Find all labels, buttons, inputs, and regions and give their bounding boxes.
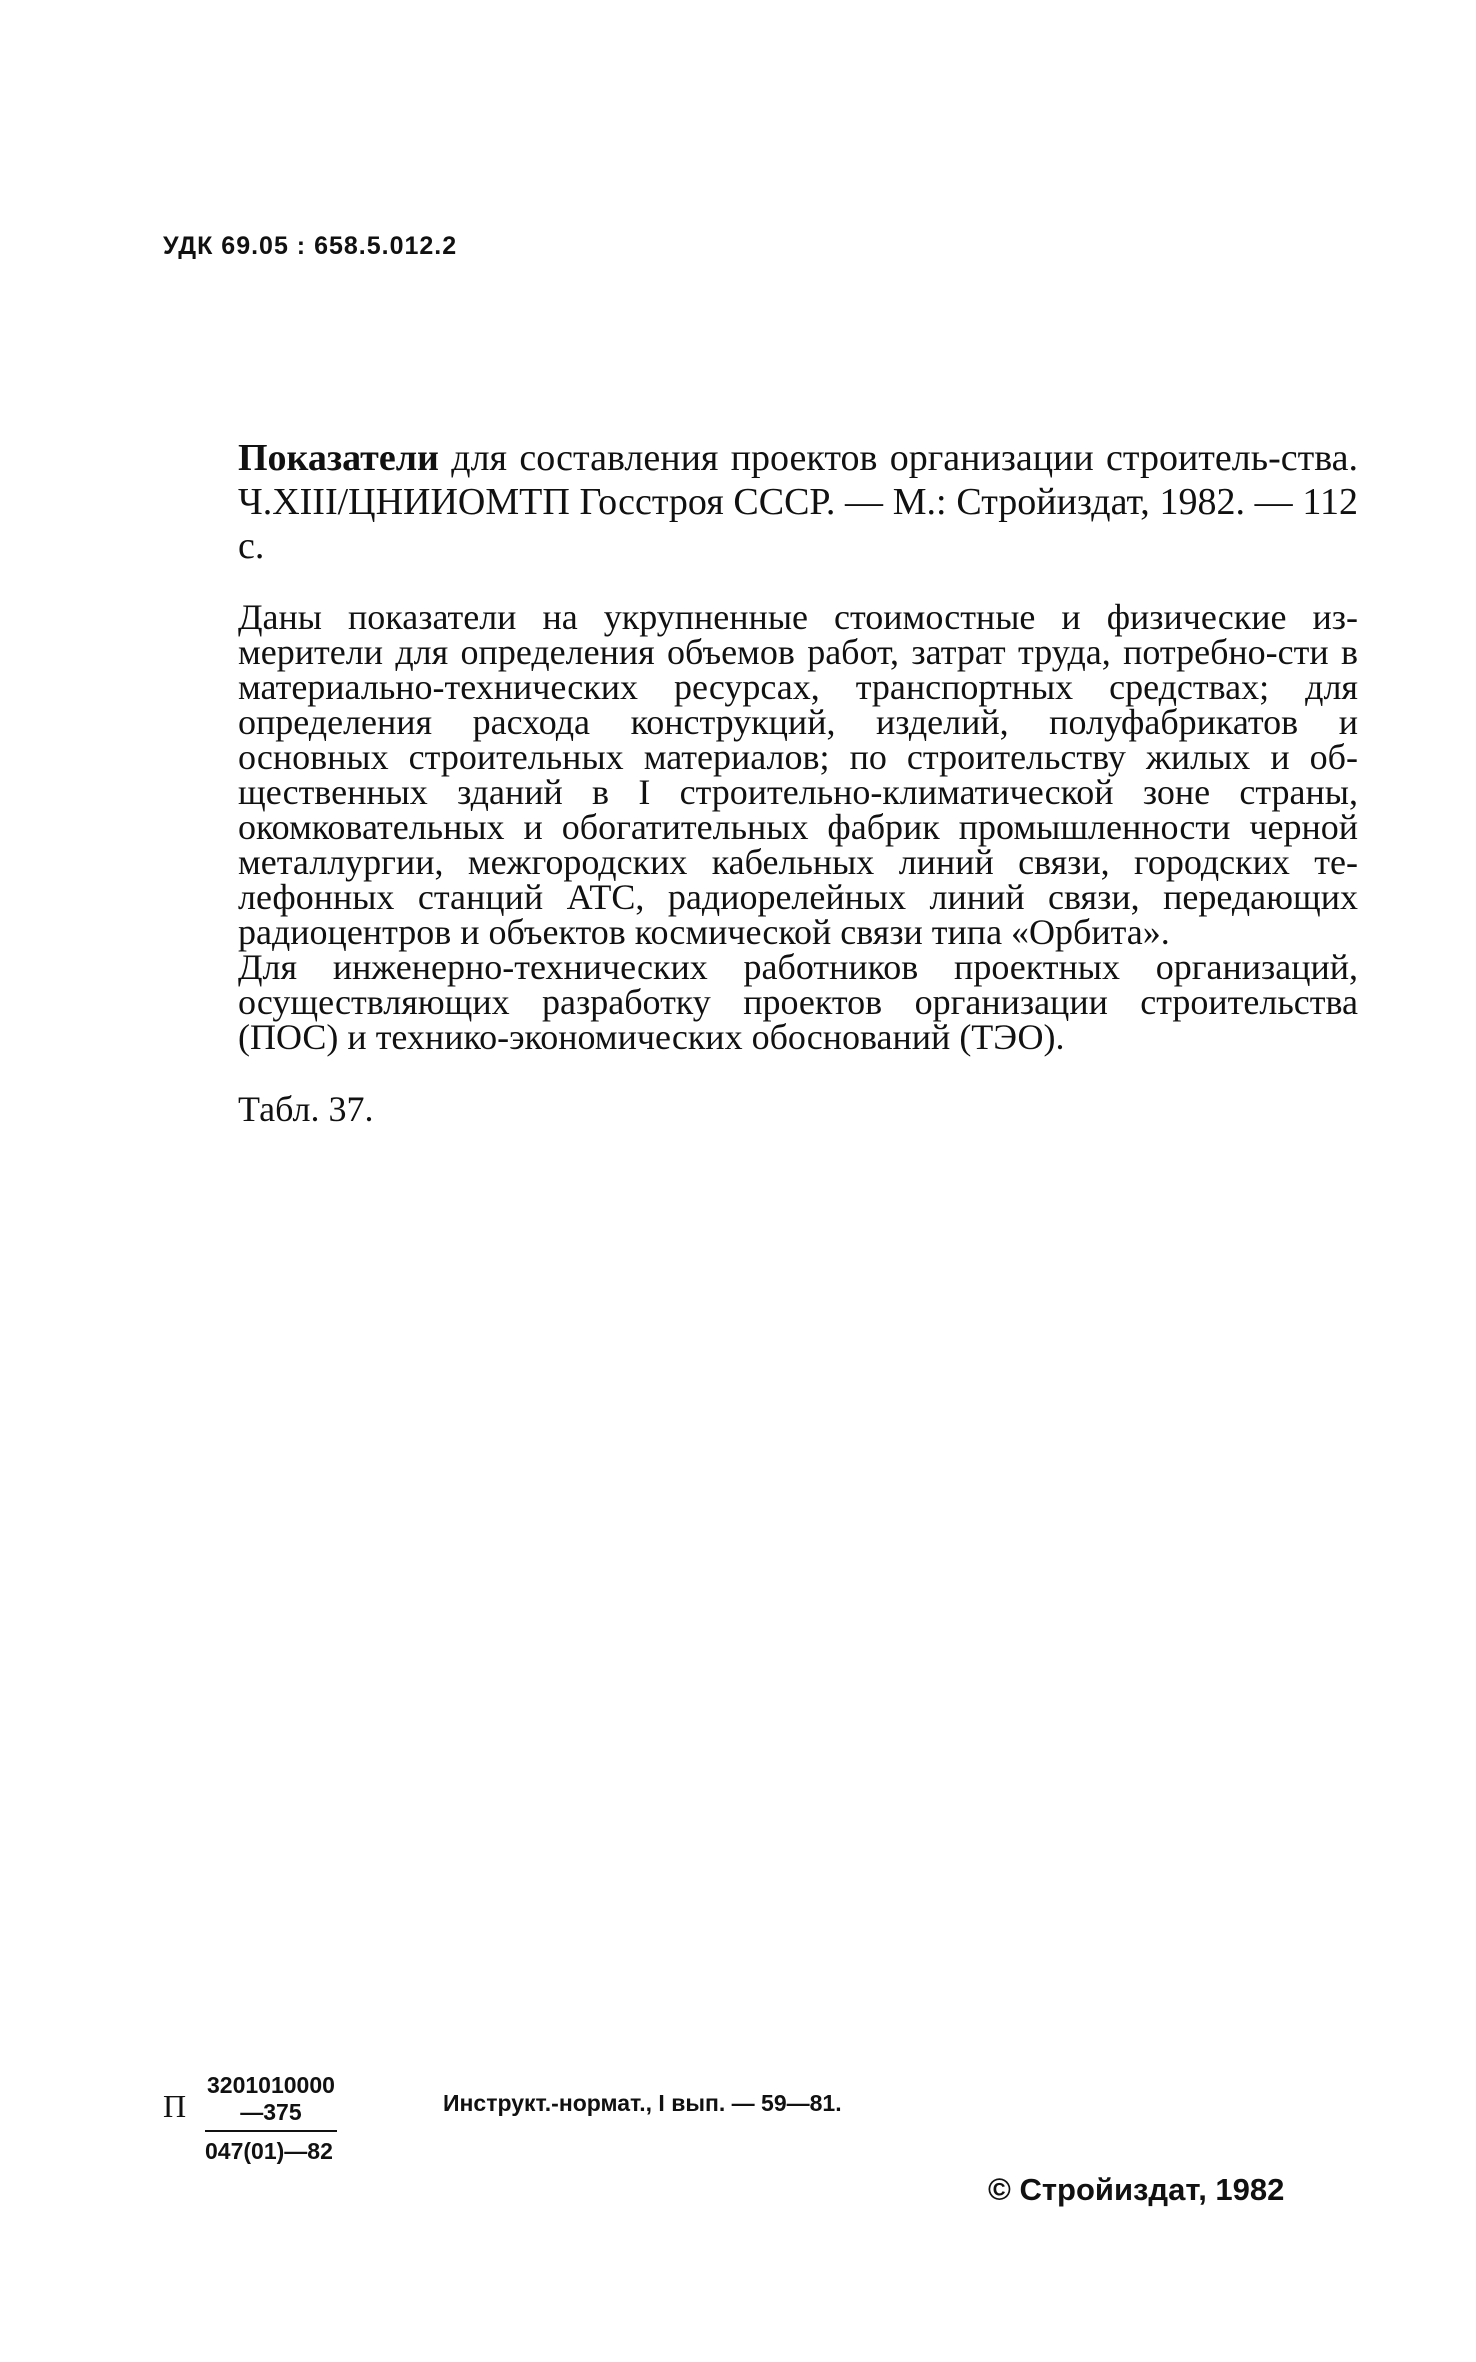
tables-count: Табл. 37. [238,1089,374,1129]
annotation-paragraph-1: Даны показатели на укрупненные стоимостные и физические из-мерители для определения объемов работ, затрат труда, потребно-сти в материально-технических ресурсах, транспортных средствах; для определения расхода конструкций, изделий, полуфабрикатов и основных строительных материалов; по строительству жилых и об-щественных зданий в I строительно-климатической зоне страны, окомковательных и обогатительных фабрик промышленности черной металлургии, межгородских кабельных линий связи, городских те-лефонных станций АТС, радиорелейных линий связи, передающих радиоцентров и объектов космической связи типа «Орбита». [238,597,1358,952]
annotation-paragraph-2: Для инженерно-технических работников проектных организаций, осуществляющих разработку проектов организации строительства (ПОС) и технико-экономических обоснований (ТЭО). [238,947,1358,1057]
udk-code: УДК 69.05 : 658.5.012.2 [163,232,458,260]
bibliographic-record [238,436,1358,568]
annotation [238,597,1358,1057]
copyright-notice: © Стройиздат, 1982 [988,2172,1285,2207]
instruction-note: Инструкт.-нормат., I вып. — 59—81. [443,2090,842,2116]
biblio-title: Показатели [238,437,439,479]
fraction-numerator: 3201010000—375 [205,2072,337,2132]
fraction-denominator: 047(01)—82 [205,2138,333,2164]
publishing-fraction [205,2072,337,2165]
publishing-letter: П [163,2088,187,2124]
biblio-details: для составления проектов организации строитель-ства. Ч.XIII/ЦНИИОМТП Госстроя СССР. — М.: Стройиздат, 1982. — 112 с. [238,437,1359,567]
